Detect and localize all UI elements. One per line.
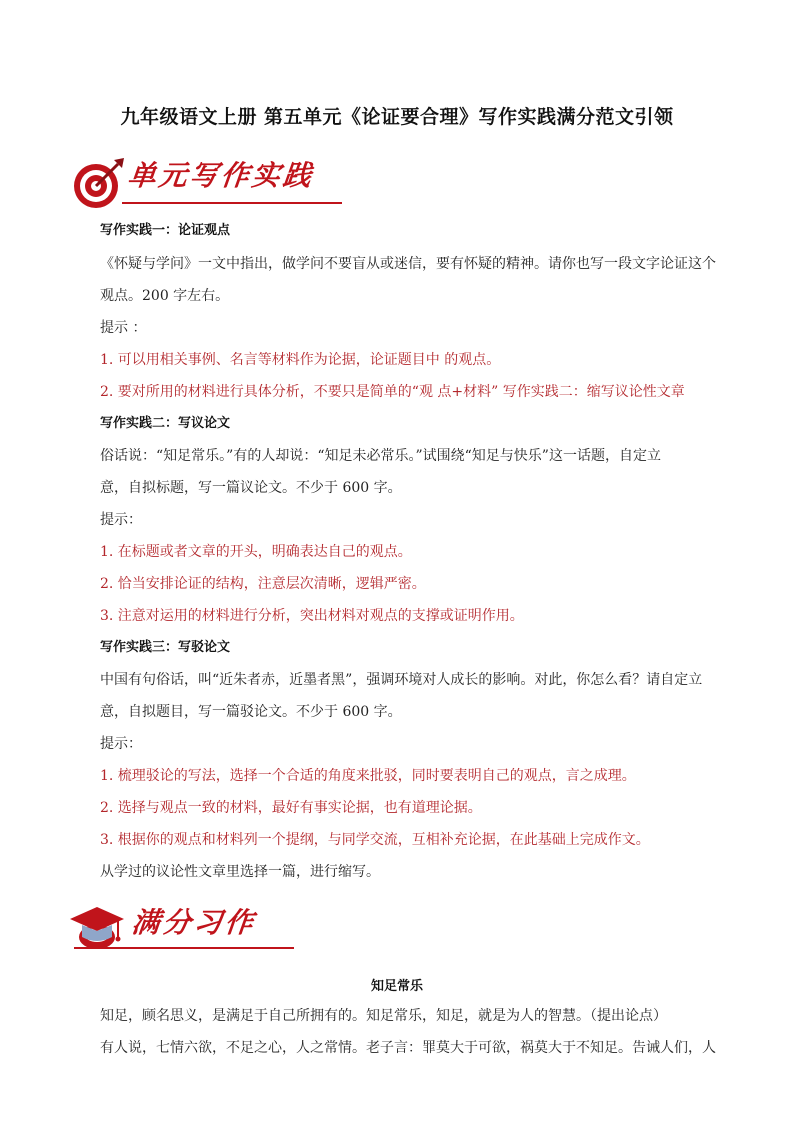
document-title: 九年级语文上册 第五单元《论证要合理》写作实践满分范文引领 (120, 106, 674, 128)
practice2-hint3: 3. 注意对运用的材料进行分析，突出材料对观点的支撑或证明作用。 (100, 608, 524, 624)
practice3-extra: 从学过的议论性文章里选择一篇，进行缩写。 (100, 864, 380, 880)
banner-underline (74, 947, 294, 949)
practice2-heading: 写作实践二：写议论文 (100, 416, 231, 431)
practice3-hint3: 3. 根据你的观点和材料列一个提纲，与同学交流，互相补充论据，在此基础上完成作文。 (100, 832, 650, 848)
banner-title: 满分习作 (130, 906, 258, 939)
practice2-hint1: 1. 在标题或者文章的开头，明确表达自己的观点。 (100, 544, 412, 560)
essay-paragraph-2: 有人说，七情六欲，不足之心，人之常情。老子言：罪莫大于可欲，祸莫大于不知足。告诫人们，人 (100, 1040, 716, 1056)
practice2-hint2: 2. 恰当安排论证的结构，注意层次清晰，逻辑严密。 (100, 576, 426, 592)
practice3-prompt-line1: 中国有句俗话，叫“近朱者赤，近墨者黑”，强调环境对人成长的影响。对此，你怎么看？请自定立 (100, 672, 703, 688)
essay-title: 知足常乐 (370, 979, 423, 994)
practice2-prompt-line1: 俗话说：“知足常乐。”有的人却说：“知足未必常乐。”试围绕“知足与快乐”这一话题，自定立 (100, 448, 661, 464)
practice3-hint1: 1. 梳理驳论的写法，选择一个合适的角度来批驳，同时要表明自己的观点，言之成理。 (100, 768, 636, 784)
practice1-prompt-line2: 观点。200 字左右。 (100, 288, 230, 304)
practice3-hint-label: 提示： (100, 736, 142, 752)
practice3-heading: 写作实践三：写驳论文 (100, 640, 231, 655)
section-banner-writing-practice (70, 150, 370, 210)
banner-underline (122, 202, 342, 204)
practice3-prompt-line2: 意，自拟题目，写一篇驳论文。不少于 600 字。 (100, 704, 402, 720)
practice1-hint1: 1. 可以用相关事例、名言等材料作为论据，论证题目中 的观点。 (100, 352, 501, 368)
practice1-prompt-line1: 《怀疑与学问》一文中指出，做学问不要盲从或迷信，要有怀疑的精神。请你也写一段文字论证这个 (100, 256, 716, 272)
section-banner-full-score-essay (70, 895, 370, 955)
target-arrow-icon (70, 156, 126, 212)
practice1-heading: 写作实践一：论证观点 (100, 223, 231, 238)
practice2-prompt-line2: 意，自拟标题，写一篇议论文。不少于 600 字。 (100, 480, 402, 496)
banner-title: 单元写作实践 (126, 159, 316, 192)
practice1-hint-label: 提示 ： (100, 320, 147, 336)
practice3-hint2: 2. 选择与观点一致的材料，最好有事实论据，也有道理论据。 (100, 800, 482, 816)
practice1-hint2: 2. 要对所用的材料进行具体分析，不要只是简单的“观 点+材料” 写作实践二：缩写议论性文章 (100, 384, 685, 400)
practice2-hint-label: 提示： (100, 512, 142, 528)
essay-paragraph-1: 知足，顾名思义，是满足于自己所拥有的。知足常乐，知足，就是为人的智慧。（提出论点） (100, 1008, 667, 1024)
